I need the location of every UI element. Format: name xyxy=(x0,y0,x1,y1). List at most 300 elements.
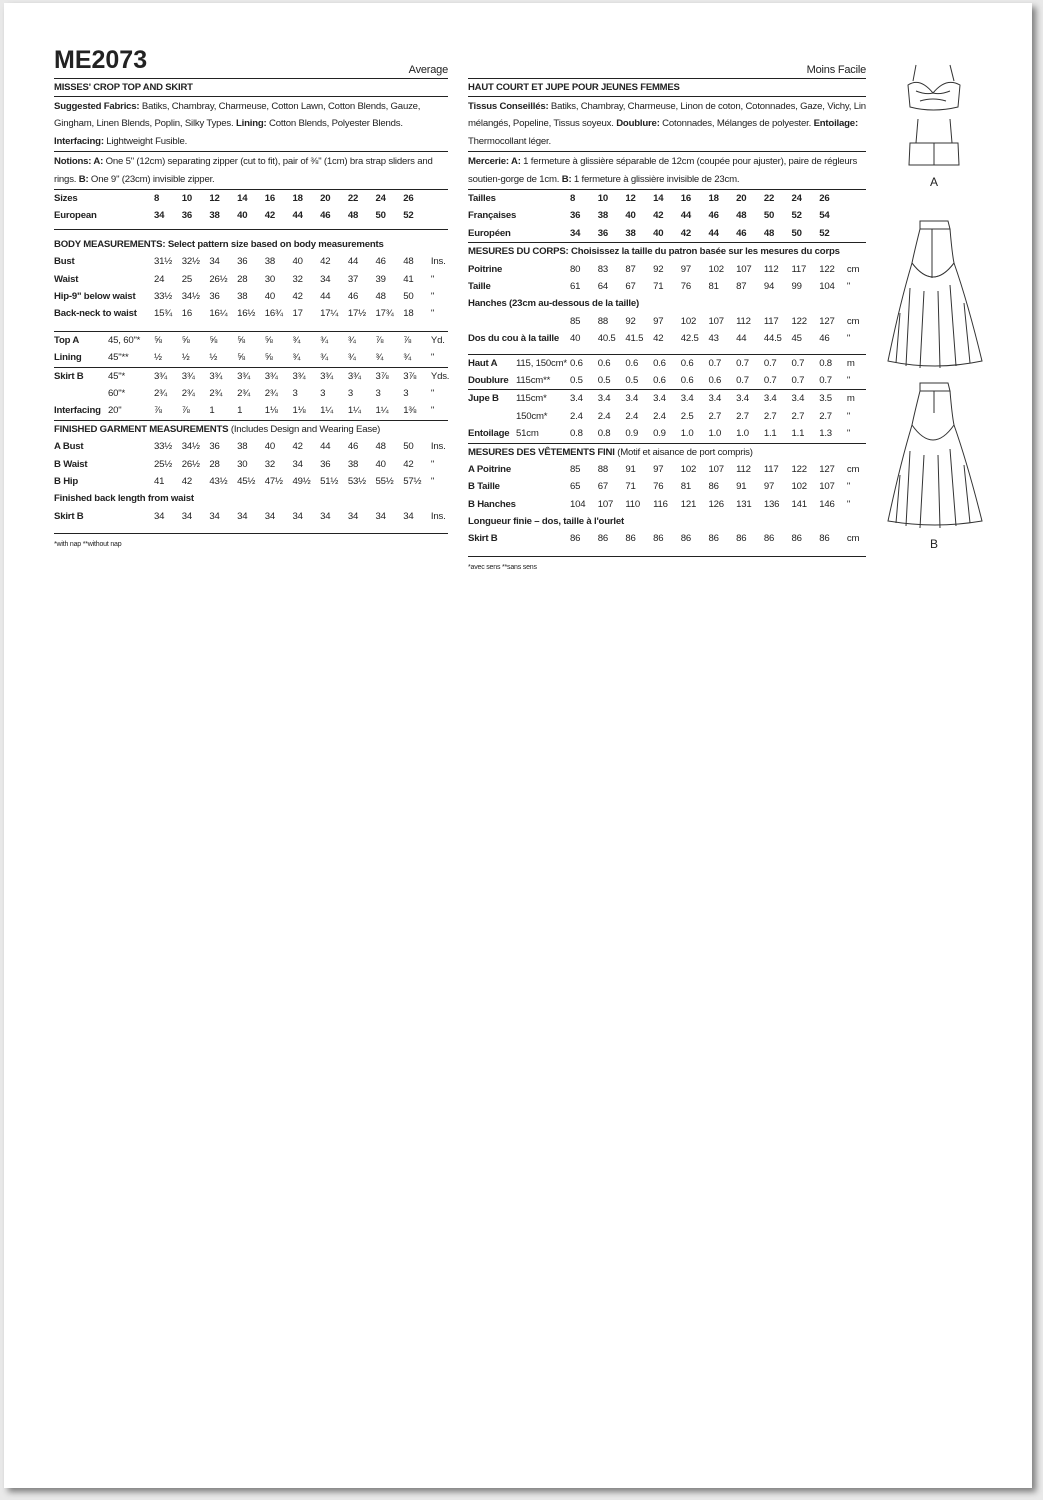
table-cell: 46 xyxy=(347,290,359,302)
row-unit: " xyxy=(846,374,851,386)
table-cell: 52 xyxy=(791,210,802,222)
table-cell: 3¾ xyxy=(237,370,250,382)
table-cell: 42 xyxy=(653,333,664,345)
row-unit: Ins. xyxy=(430,441,446,453)
table-cell: 107 xyxy=(597,498,614,510)
table-cell: 50 xyxy=(791,227,802,239)
hips-heading-fr: Hanches (23cm au-dessous de la taille) xyxy=(468,298,640,310)
table-cell: ½ xyxy=(154,352,162,364)
row-label: European xyxy=(54,210,97,222)
table-row xyxy=(54,349,448,366)
table-cell: 42 xyxy=(320,256,331,268)
table-cell: 44 xyxy=(680,210,692,222)
table-cell: 81 xyxy=(708,280,719,292)
row-label: Jupe B xyxy=(468,393,499,405)
finished-rows xyxy=(54,438,448,490)
table-cell: ¾ xyxy=(347,334,356,346)
table-cell: 107 xyxy=(736,263,752,275)
table-cell: 1¼ xyxy=(375,405,389,417)
table-cell: 26 xyxy=(403,193,414,205)
table-cell: 42 xyxy=(680,227,692,239)
table-cell: 52 xyxy=(819,227,830,239)
row-unit: " xyxy=(430,308,435,320)
table-cell: 102 xyxy=(680,463,697,475)
hips-rows-fr xyxy=(468,313,866,330)
table-cell: 0.6 xyxy=(597,357,611,369)
table-cell: 42 xyxy=(403,458,414,470)
table-cell: 24 xyxy=(375,193,386,205)
table-cell: 38 xyxy=(237,290,248,302)
table-cell: 41.5 xyxy=(625,333,644,345)
yardage-skirt xyxy=(54,368,448,421)
table-cell: 34 xyxy=(347,510,359,522)
table-cell: 46 xyxy=(347,441,359,453)
difficulty-level-fr: Moins Facile xyxy=(806,64,866,76)
table-cell: 83 xyxy=(597,263,608,275)
table-cell: 36 xyxy=(209,290,220,302)
table-cell: 0.7 xyxy=(763,374,777,386)
table-cell: 88 xyxy=(597,315,608,327)
french-column xyxy=(468,48,866,573)
table-cell: 18 xyxy=(403,308,414,320)
body-rows xyxy=(54,253,448,323)
table-cell: 33½ xyxy=(154,290,173,302)
row-label: Haut A xyxy=(468,357,498,369)
footnote-fr: *avec sens **sans sens xyxy=(468,563,537,571)
sizes-table-fr xyxy=(468,190,866,243)
table-cell: ⅝ xyxy=(264,334,273,346)
row-unit: cm xyxy=(846,315,860,327)
table-cell: 3.4 xyxy=(708,393,722,405)
row-unit: Yds. xyxy=(430,370,450,382)
row-label: Skirt B xyxy=(468,533,498,545)
table-cell: 122 xyxy=(791,463,807,475)
table-cell: 30 xyxy=(264,273,276,285)
table-cell: 86 xyxy=(819,533,830,545)
table-cell: 16¼ xyxy=(209,308,228,320)
table-row xyxy=(54,332,448,349)
table-row xyxy=(54,271,448,288)
table-cell: 127 xyxy=(819,315,835,327)
table-cell: 18 xyxy=(292,193,303,205)
table-row xyxy=(468,355,866,372)
table-cell: 38 xyxy=(209,210,220,222)
table-row xyxy=(468,461,866,478)
table-cell: 117 xyxy=(791,263,807,275)
table-cell: 43½ xyxy=(209,475,228,487)
table-cell: 48 xyxy=(347,210,359,222)
table-cell: 2.4 xyxy=(653,410,666,422)
table-cell: 3 xyxy=(375,387,381,399)
table-cell: 34 xyxy=(292,510,303,522)
table-cell: ⅞ xyxy=(181,405,190,417)
row-unit: " xyxy=(430,458,435,470)
table-cell: 3 xyxy=(403,387,409,399)
table-cell: 0.7 xyxy=(736,374,749,386)
notions-text: One 5" (12cm) separating zipper (cut to fit), pair of ⅜" (1cm) bra strap sliders and rings. xyxy=(54,156,433,185)
crop-top-back-sketch xyxy=(909,119,959,165)
back-rows-fr xyxy=(468,330,866,347)
table-cell: 112 xyxy=(736,463,751,475)
fabrics-paragraph-fr: Tissus Conseillés: Batiks, Chambray, Charmeuse, Linon de coton, Cotonnades, Gaze, Vichy, Lin mélangés, Popeline, Tissus soyeux. Doublure: Cotonnades, Mélanges de polyester. Entoilage: Thermocollant léger. xyxy=(468,97,866,152)
english-header xyxy=(54,48,448,79)
table-cell: 107 xyxy=(708,463,724,475)
table-cell: 86 xyxy=(708,481,719,493)
row-fabric-width: 20" xyxy=(108,405,122,417)
skirt-back-sketch xyxy=(888,383,982,528)
table-cell: 17¾ xyxy=(375,308,394,320)
table-cell: 34½ xyxy=(181,290,200,302)
table-cell: 46 xyxy=(320,210,331,222)
table-cell: 1 xyxy=(209,405,215,417)
row-unit: cm xyxy=(846,263,860,275)
table-cell: 110 xyxy=(625,498,641,510)
table-cell: 0.7 xyxy=(736,357,749,369)
table-cell: 67 xyxy=(625,280,636,292)
footnote: *with nap **without nap xyxy=(54,541,122,549)
pattern-title: MISSES' CROP TOP AND SKIRT xyxy=(54,79,448,97)
table-cell: 52 xyxy=(403,210,414,222)
table-cell: 131 xyxy=(736,498,752,510)
pattern-envelope-back xyxy=(4,3,1032,1488)
table-cell: 0.6 xyxy=(570,357,583,369)
table-row xyxy=(468,530,866,547)
table-cell: 92 xyxy=(653,263,664,275)
row-label: A Poitrine xyxy=(468,463,511,475)
table-cell: ½ xyxy=(209,352,218,364)
table-cell: 33½ xyxy=(154,441,173,453)
table-cell: 71 xyxy=(625,481,636,493)
table-cell: 41 xyxy=(403,273,414,285)
table-cell: 2.7 xyxy=(763,410,777,422)
table-cell: 46 xyxy=(819,333,830,345)
table-cell: 31½ xyxy=(154,256,173,268)
notions-label: Notions: A: xyxy=(54,156,104,168)
body-rows-fr xyxy=(468,261,866,296)
table-cell: 44 xyxy=(708,227,719,239)
table-cell: 3⅞ xyxy=(403,370,417,382)
row-label: Doublure xyxy=(468,374,509,386)
table-cell: 17¼ xyxy=(320,308,339,320)
table-cell: 42 xyxy=(181,475,192,487)
table-cell: 46 xyxy=(708,210,719,222)
table-cell: ¾ xyxy=(292,334,301,346)
row-label: A Bust xyxy=(54,441,84,453)
table-cell: 81 xyxy=(680,481,692,493)
table-cell: 141 xyxy=(791,498,807,510)
table-cell: 2¾ xyxy=(154,387,167,399)
row-unit: " xyxy=(846,481,851,493)
row-fabric-width: 115cm** xyxy=(516,374,551,386)
table-cell: 46 xyxy=(375,256,386,268)
table-cell: 26½ xyxy=(181,458,200,470)
row-label: B Hanches xyxy=(468,498,516,510)
table-row xyxy=(468,496,866,513)
table-cell: 2¾ xyxy=(264,387,278,399)
table-cell: 0.8 xyxy=(570,428,583,440)
table-cell: 1⅛ xyxy=(264,405,278,417)
body-measurements xyxy=(54,236,448,332)
table-cell: 67 xyxy=(597,481,608,493)
table-cell: 12 xyxy=(625,193,636,205)
view-a-label: A xyxy=(930,175,939,189)
row-unit: " xyxy=(846,498,851,510)
table-cell: 2.5 xyxy=(680,410,694,422)
table-row xyxy=(468,408,866,425)
table-cell: 32½ xyxy=(181,256,200,268)
table-cell: 0.8 xyxy=(819,357,832,369)
table-cell: 43 xyxy=(708,333,719,345)
finished-measurements-fr: MESURES DES VÊTEMENTS FINI (Motif et aisance de port compris) A Poitrine 85 88 91 97 102 107 112 117 122 127 cm B Taille 65 67 71 76 81 86 91 97 102 107 " B Hanches 104 107 110 116 121 126 131 136 141 146 " Longueur finie – dos, taille à l'ourlet Skirt B 86 86 86 86 86 86 86 86 86 86 cm xyxy=(468,444,866,557)
table-cell: 80 xyxy=(570,263,581,275)
table-cell: 86 xyxy=(570,533,581,545)
table-cell: 25 xyxy=(181,273,192,285)
row-unit: " xyxy=(430,405,435,417)
table-row xyxy=(54,402,448,419)
table-cell: 44 xyxy=(292,210,303,222)
table-cell: 3.4 xyxy=(570,393,583,405)
table-cell: 16 xyxy=(680,193,692,205)
row-fabric-width: 150cm* xyxy=(516,410,548,422)
row-fabric-width: 45"** xyxy=(108,352,129,364)
table-cell: 44 xyxy=(347,256,359,268)
finished-measurements xyxy=(54,421,448,534)
table-cell: 10 xyxy=(597,193,608,205)
table-cell: 3 xyxy=(292,387,298,399)
table-cell: 1.3 xyxy=(819,428,832,440)
table-cell: 44 xyxy=(320,441,331,453)
table-cell: 22 xyxy=(763,193,775,205)
interfacing-text: Lightweight Fusible. xyxy=(103,135,188,147)
row-label: Françaises xyxy=(468,210,517,222)
row-label: Interfacing xyxy=(54,405,101,417)
difficulty-level: Average xyxy=(408,64,448,76)
table-cell: 26 xyxy=(819,193,830,205)
table-cell: 0.7 xyxy=(708,357,722,369)
table-cell: 2.4 xyxy=(625,410,639,422)
table-cell: 50 xyxy=(403,441,414,453)
table-cell: 49½ xyxy=(292,475,311,487)
table-cell: 34 xyxy=(209,256,220,268)
table-cell: 99 xyxy=(791,280,802,292)
table-cell: 0.6 xyxy=(680,374,694,386)
yardage-top-fr xyxy=(468,355,866,391)
table-row xyxy=(54,456,448,473)
row-label: Bust xyxy=(54,256,75,268)
table-cell: 40.5 xyxy=(597,333,616,345)
table-cell: 136 xyxy=(763,498,780,510)
table-cell: 3.4 xyxy=(597,393,611,405)
table-cell: 53½ xyxy=(347,475,366,487)
table-cell: 50 xyxy=(403,290,414,302)
table-cell: 1¼ xyxy=(320,405,334,417)
table-cell: 85 xyxy=(570,463,581,475)
row-unit: cm xyxy=(846,463,860,475)
table-cell: 3¾ xyxy=(264,370,278,382)
row-label: B Hip xyxy=(54,475,79,487)
table-cell: 34 xyxy=(237,510,248,522)
row-label: B Taille xyxy=(468,481,500,493)
table-row xyxy=(54,438,448,455)
table-cell: 71 xyxy=(653,280,664,292)
table-row xyxy=(54,207,448,224)
row-label: Tailles xyxy=(468,193,496,205)
table-cell: 34½ xyxy=(181,441,200,453)
table-cell: 0.9 xyxy=(653,428,666,440)
table-cell: 17 xyxy=(292,308,303,320)
table-row xyxy=(54,190,448,207)
pattern-code: ME2073 xyxy=(54,46,148,74)
table-cell: 16 xyxy=(181,308,192,320)
yardage-top xyxy=(54,332,448,368)
table-cell: 91 xyxy=(736,481,747,493)
table-cell: 3.4 xyxy=(763,393,777,405)
table-row xyxy=(468,190,866,207)
table-cell: 38 xyxy=(347,458,359,470)
table-cell: 1.1 xyxy=(763,428,777,440)
table-cell: ⅝ xyxy=(237,334,245,346)
table-cell: 122 xyxy=(791,315,807,327)
table-cell: 0.9 xyxy=(625,428,639,440)
table-cell: 3¾ xyxy=(320,370,334,382)
table-cell: 40 xyxy=(570,333,581,345)
table-cell: 88 xyxy=(597,463,608,475)
table-cell: 32 xyxy=(264,458,276,470)
table-cell: 16½ xyxy=(237,308,256,320)
row-unit: " xyxy=(430,475,435,487)
table-cell: 34 xyxy=(403,510,414,522)
table-cell: 28 xyxy=(209,458,220,470)
table-cell: 32 xyxy=(292,273,303,285)
table-cell: 42.5 xyxy=(680,333,699,345)
table-cell: 107 xyxy=(708,315,724,327)
table-cell: 26½ xyxy=(209,273,228,285)
table-cell: 45 xyxy=(791,333,802,345)
table-cell: ¾ xyxy=(375,352,384,364)
table-cell: 1.0 xyxy=(708,428,722,440)
table-row xyxy=(468,225,866,242)
notions-paragraph xyxy=(54,152,448,190)
table-cell: 0.7 xyxy=(791,374,805,386)
sizes-table xyxy=(54,190,448,230)
table-cell: 65 xyxy=(570,481,581,493)
table-cell: 44.5 xyxy=(763,333,782,345)
table-cell: 1.0 xyxy=(736,428,749,440)
table-cell: 2¾ xyxy=(209,387,223,399)
table-cell: ⅞ xyxy=(403,334,411,346)
table-cell: 40 xyxy=(264,441,276,453)
table-cell: 2.4 xyxy=(597,410,611,422)
row-label: Top A xyxy=(54,334,80,346)
line-drawings xyxy=(880,63,990,563)
table-row xyxy=(468,390,866,407)
lining-text: Cotton Blends, Polyester Blends. xyxy=(266,118,403,130)
table-cell: 127 xyxy=(819,463,835,475)
row-fabric-width: 115, 150cm* xyxy=(516,357,567,369)
table-cell: 2.7 xyxy=(791,410,805,422)
table-cell: 45½ xyxy=(237,475,256,487)
table-cell: 46 xyxy=(736,227,747,239)
table-cell: 1 xyxy=(237,405,243,417)
crop-top-front-sketch xyxy=(908,65,960,110)
table-cell: 55½ xyxy=(375,475,394,487)
fabrics-paragraph xyxy=(54,97,448,152)
table-row xyxy=(468,207,866,224)
table-cell: 3.4 xyxy=(625,393,639,405)
table-cell: 91 xyxy=(625,463,636,475)
table-cell: 86 xyxy=(597,533,608,545)
table-row xyxy=(468,278,866,295)
table-cell: 25½ xyxy=(154,458,173,470)
table-row xyxy=(468,330,866,347)
table-cell: 126 xyxy=(708,498,724,510)
table-cell: 42 xyxy=(292,441,303,453)
table-cell: 30 xyxy=(237,458,248,470)
table-cell: 42 xyxy=(264,210,276,222)
table-cell: 92 xyxy=(625,315,636,327)
table-cell: 41 xyxy=(154,475,165,487)
table-cell: 20 xyxy=(736,193,747,205)
table-cell: 3¾ xyxy=(154,370,167,382)
table-cell: 50 xyxy=(375,210,386,222)
french-header xyxy=(468,48,866,79)
table-cell: 42 xyxy=(653,210,664,222)
table-cell: 86 xyxy=(763,533,775,545)
table-cell: 122 xyxy=(819,263,835,275)
finished-rows-fr xyxy=(468,461,866,513)
row-unit: m xyxy=(846,357,855,369)
table-cell: 97 xyxy=(653,315,664,327)
table-cell: 36 xyxy=(570,210,581,222)
row-label: Sizes xyxy=(54,193,78,205)
table-cell: 87 xyxy=(736,280,747,292)
table-cell: 36 xyxy=(209,441,220,453)
table-cell: 3¾ xyxy=(209,370,223,382)
table-cell: 3¾ xyxy=(292,370,306,382)
table-cell: 3 xyxy=(320,387,326,399)
table-cell: 86 xyxy=(625,533,636,545)
table-cell: 86 xyxy=(680,533,692,545)
table-row xyxy=(468,478,866,495)
table-cell: 0.6 xyxy=(653,374,666,386)
table-cell: 3.4 xyxy=(736,393,749,405)
table-cell: 104 xyxy=(570,498,586,510)
notions-b-text: One 9" (23cm) invisible zipper. xyxy=(88,173,215,185)
table-cell: 2.7 xyxy=(819,410,832,422)
table-cell: 40 xyxy=(264,290,276,302)
table-cell: 112 xyxy=(736,315,751,327)
table-cell: 14 xyxy=(653,193,664,205)
table-row xyxy=(468,261,866,278)
row-fabric-width: 60"* xyxy=(108,387,126,399)
table-row xyxy=(468,372,866,389)
table-cell: 16¾ xyxy=(264,308,283,320)
table-cell: 104 xyxy=(819,280,835,292)
row-label: Entoilage xyxy=(468,428,510,440)
table-cell: 24 xyxy=(791,193,802,205)
view-b-label: B xyxy=(930,537,939,551)
table-cell: 61 xyxy=(570,280,581,292)
length-rows xyxy=(54,508,448,525)
table-cell: 117 xyxy=(763,315,779,327)
row-unit: " xyxy=(846,280,851,292)
table-cell: 15¾ xyxy=(154,308,173,320)
table-cell: 54 xyxy=(819,210,830,222)
table-cell: 37 xyxy=(347,273,359,285)
garment-sketches xyxy=(880,63,990,563)
table-cell: 102 xyxy=(791,481,807,493)
table-row xyxy=(54,508,448,525)
